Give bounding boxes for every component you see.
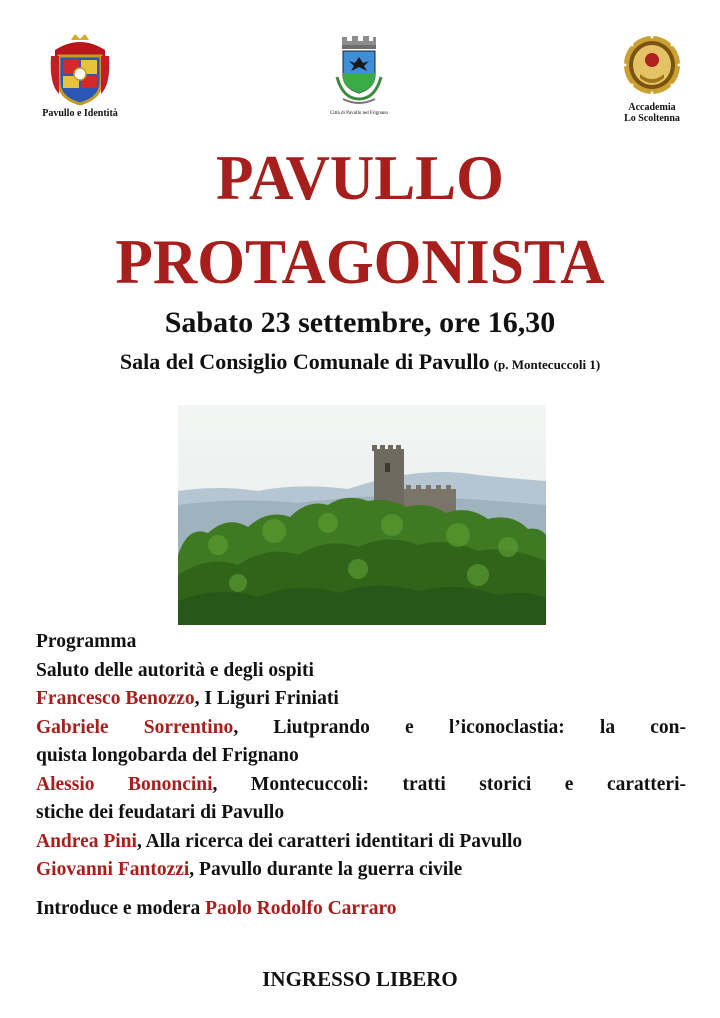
title-line-2: PROTAGONISTA — [115, 226, 605, 297]
talk-line — [36, 714, 686, 743]
right-logo-caption-1: Accademia — [628, 102, 676, 113]
talk-speaker: Andrea Pini — [36, 830, 137, 852]
talk-item — [36, 771, 686, 828]
talk-line — [36, 771, 686, 800]
right-logo-caption-2: Lo Scoltenna — [624, 113, 680, 124]
event-date: Sabato 23 settembre, ore 16,30 — [164, 306, 556, 339]
talk-item — [36, 685, 686, 714]
accademia-scoltenna-logo — [612, 34, 692, 124]
talk-topic: , Pavullo durante la guerra civile — [189, 859, 463, 880]
programme-greeting: Saluto delle autorità e degli ospiti — [36, 659, 314, 681]
talk-speaker: Giovanni Fantozzi — [36, 859, 190, 880]
moderator-name: Paolo Rodolfo Carraro — [205, 897, 397, 919]
talk-item — [36, 714, 686, 771]
left-logo-caption: Pavullo e Identità — [42, 108, 118, 119]
city-emblem-logo — [320, 33, 398, 117]
talk-item — [36, 856, 686, 885]
event-address: (p. Montecuccoli 1) — [493, 357, 601, 372]
pavullo-identita-logo — [28, 34, 132, 119]
title-line-1: PAVULLO — [216, 142, 504, 213]
talk-item — [36, 828, 686, 857]
talk-topic: , I Liguri Friniati — [194, 688, 339, 709]
event-venue-line — [0, 348, 720, 379]
programme-heading: Programma — [36, 631, 137, 652]
talk-topic-continued: quista longobarda del Frignano — [36, 745, 299, 766]
talk-topic: , Liutprando e l’iconoclastia: la con- — [233, 716, 687, 738]
talk-topic: , Montecuccoli: tratti storici e caratteri- — [212, 773, 686, 795]
moderator-label: Introduce e modera — [36, 897, 201, 919]
talk-topic-continued: stiche dei feudatari di Pavullo — [36, 802, 285, 823]
coat-of-arms-icon — [49, 34, 111, 108]
talk-topic: , Alla ricerca dei caratteri identitari di Pavullo — [136, 830, 523, 852]
medallion-icon — [622, 34, 682, 96]
talk-speaker: Alessio Bononcini — [36, 773, 213, 795]
center-logo-caption: Città di Pavullo nel Frignano — [329, 111, 389, 116]
event-venue: Sala del Consiglio Comunale di Pavullo — [119, 349, 490, 374]
programme-section — [36, 628, 686, 923]
free-entry-notice: INGRESSO LIBERO — [262, 967, 458, 991]
city-crest-icon — [333, 33, 385, 109]
talk-speaker: Gabriele Sorrentino — [36, 716, 234, 738]
castle-landscape-image — [178, 405, 546, 625]
talk-speaker: Francesco Benozzo — [36, 688, 195, 709]
moderator-line — [36, 895, 686, 924]
castle-photo — [178, 405, 546, 625]
